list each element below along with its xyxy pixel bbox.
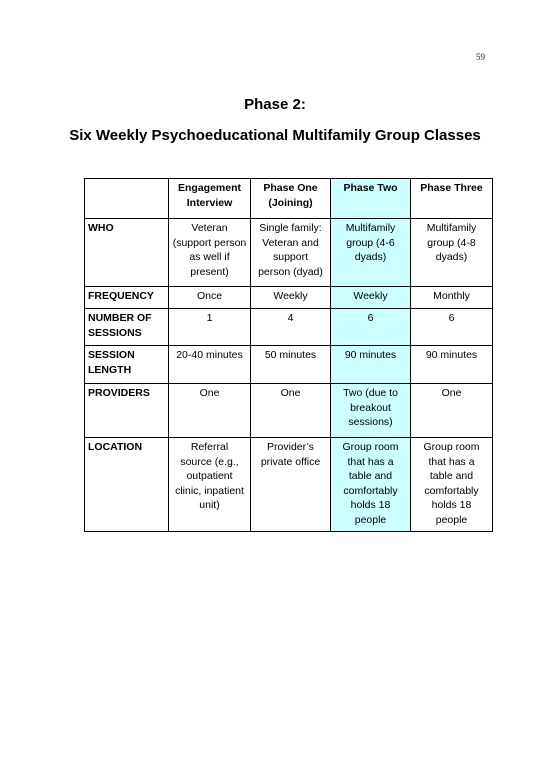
- header-phase-two: Phase Two: [331, 179, 411, 219]
- row-label-location: LOCATION: [85, 438, 169, 532]
- table-cell: One: [251, 384, 331, 438]
- page-title: Phase 2:: [244, 96, 306, 113]
- table-header-row: [85, 179, 493, 219]
- row-label-session-length: SESSION LENGTH: [85, 346, 169, 384]
- table-cell: Weekly: [331, 287, 411, 309]
- table-cell: 1: [169, 309, 251, 346]
- table-cell: 4: [251, 309, 331, 346]
- table-cell: Monthly: [411, 287, 493, 309]
- table-cell: Group room that has a table and comfortably holds 18 people: [331, 438, 411, 532]
- row-label-who: WHO: [85, 219, 169, 287]
- table-cell: Multifamily group (4-6 dyads): [331, 219, 411, 287]
- table-cell: 90 minutes: [331, 346, 411, 384]
- table-row: [85, 438, 493, 532]
- header-phase-three: Phase Three: [411, 179, 493, 219]
- table-cell: Referral source (e.g., outpatient clinic, inpatient unit): [169, 438, 251, 532]
- table-row: [85, 384, 493, 438]
- table-cell: Once: [169, 287, 251, 309]
- row-label-providers: PROVIDERS: [85, 384, 169, 438]
- table-cell: Weekly: [251, 287, 331, 309]
- page-number: 59: [476, 52, 485, 62]
- row-label-frequency: FREQUENCY: [85, 287, 169, 309]
- phase-table: [84, 178, 493, 532]
- table-cell: Multifamily group (4-8 dyads): [411, 219, 493, 287]
- table-row: [85, 219, 493, 287]
- table-cell: 50 minutes: [251, 346, 331, 384]
- header-engagement-interview: Engagement Interview: [169, 179, 251, 219]
- table-cell: 20-40 minutes: [169, 346, 251, 384]
- table-cell: Veteran (support person as well if present): [169, 219, 251, 287]
- table-cell: Provider’s private office: [251, 438, 331, 532]
- table-cell: 90 minutes: [411, 346, 493, 384]
- header-cell-empty: [85, 179, 169, 219]
- table-cell: 6: [411, 309, 493, 346]
- table-row: [85, 346, 493, 384]
- row-label-number-of-sessions: NUMBER OF SESSIONS: [85, 309, 169, 346]
- header-phase-one: Phase One (Joining): [251, 179, 331, 219]
- table-cell: Group room that has a table and comfortably holds 18 people: [411, 438, 493, 532]
- table-row: [85, 309, 493, 346]
- table-cell: One: [411, 384, 493, 438]
- table-cell: 6: [331, 309, 411, 346]
- table-cell: Single family: Veteran and support person (dyad): [251, 219, 331, 287]
- table-cell: One: [169, 384, 251, 438]
- table-cell: Two (due to breakout sessions): [331, 384, 411, 438]
- page-subtitle: Six Weekly Psychoeducational Multifamily Group Classes: [69, 127, 481, 144]
- table-row: [85, 287, 493, 309]
